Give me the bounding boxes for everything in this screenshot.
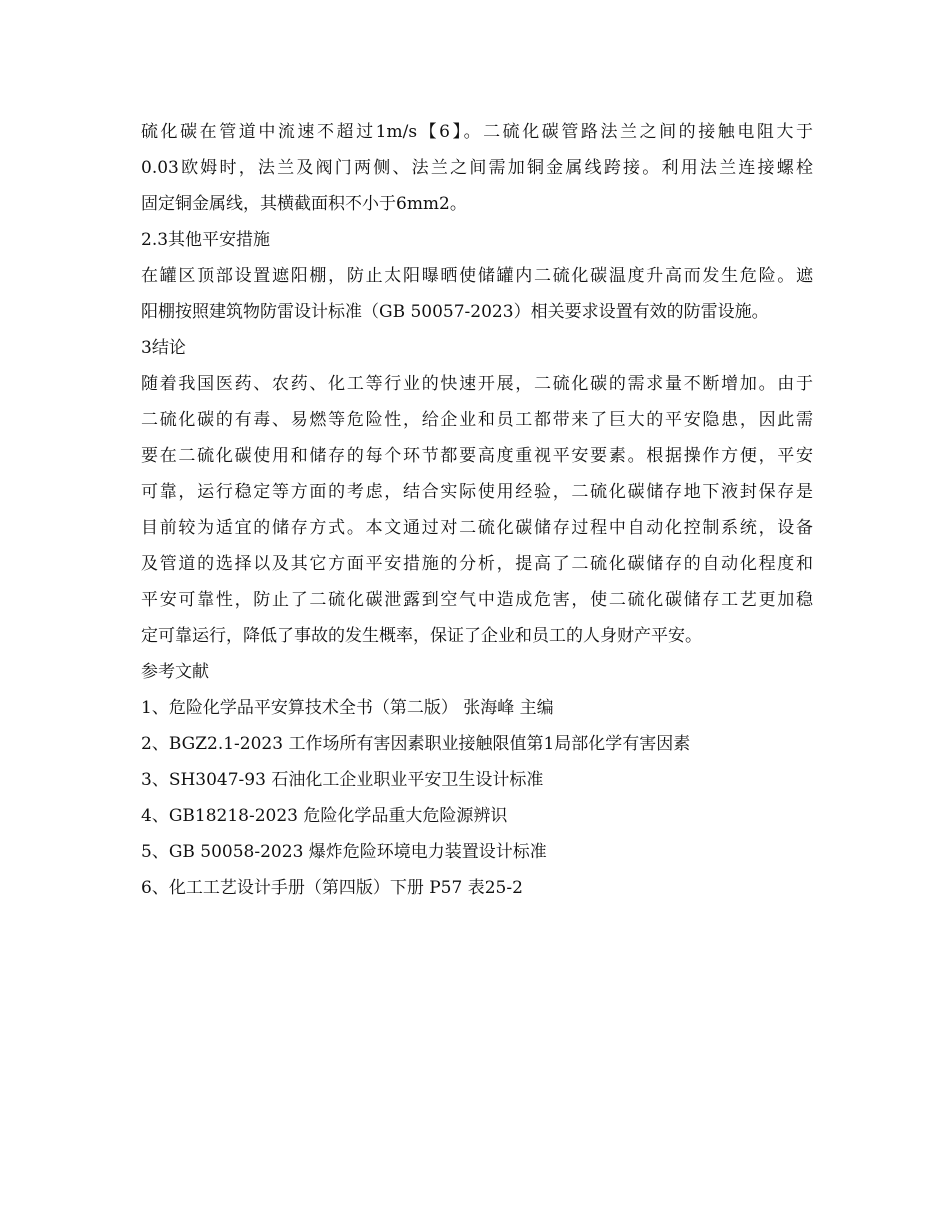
paragraph-line: 固定铜金属线，其横截面积不小于6mm2。 — [141, 194, 467, 214]
reference-item: 6、化工工艺设计手册（第四版）下册 P57 表25-2 — [141, 878, 523, 898]
reference-item: 4、GB18218-2023 危险化学品重大危险源辨识 — [141, 806, 508, 826]
document-body — [141, 114, 813, 906]
reference-item: 5、GB 50058-2023 爆炸危险环境电力装置设计标准 — [141, 842, 547, 862]
paragraph-line: 二硫化碳的有毒、易燃等危险性，给企业和员工都带来了巨大的平安隐患，因此需 — [141, 410, 813, 430]
paragraph-line: 目前较为适宜的储存方式。本文通过对二硫化碳储存过程中自动化控制系统，设备 — [141, 518, 813, 538]
paragraph-line: 阳棚按照建筑物防雷设计标准（GB 50057-2023）相关要求设置有效的防雷设施。 — [141, 302, 769, 322]
section-heading: 3结论 — [141, 338, 186, 358]
section-heading: 2.3其他平安措施 — [141, 230, 271, 250]
paragraph-line: 及管道的选择以及其它方面平安措施的分析，提高了二硫化碳储存的自动化程度和 — [141, 554, 813, 574]
references-heading: 参考文献 — [141, 662, 209, 682]
paragraph-line: 定可靠运行，降低了事故的发生概率，保证了企业和员工的人身财产平安。 — [141, 626, 702, 646]
reference-item: 3、SH3047-93 石油化工企业职业平安卫生设计标准 — [141, 770, 544, 790]
paragraph-line: 0.03欧姆时，法兰及阀门两侧、法兰之间需加铜金属线跨接。利用法兰连接螺栓 — [141, 158, 813, 178]
paragraph-line: 平安可靠性，防止了二硫化碳泄露到空气中造成危害，使二硫化碳储存工艺更加稳 — [141, 590, 813, 610]
paragraph-line: 随着我国医药、农药、化工等行业的快速开展，二硫化碳的需求量不断增加。由于 — [141, 374, 813, 394]
paragraph-line: 在罐区顶部设置遮阳棚，防止太阳曝晒使储罐内二硫化碳温度升高而发生危险。遮 — [141, 266, 813, 286]
paragraph-line: 要在二硫化碳使用和储存的每个环节都要高度重视平安要素。根据操作方便，平安 — [141, 446, 813, 466]
paragraph-line: 硫化碳在管道中流速不超过1m/s【6】。二硫化碳管路法兰之间的接触电阻大于 — [141, 122, 813, 142]
reference-item: 2、BGZ2.1-2023 工作场所有害因素职业接触限值第1局部化学有害因素 — [141, 734, 691, 754]
reference-item: 1、危险化学品平安算技术全书（第二版） 张海峰 主编 — [141, 698, 554, 718]
paragraph-line: 可靠，运行稳定等方面的考虑，结合实际使用经验，二硫化碳储存地下液封保存是 — [141, 482, 813, 502]
